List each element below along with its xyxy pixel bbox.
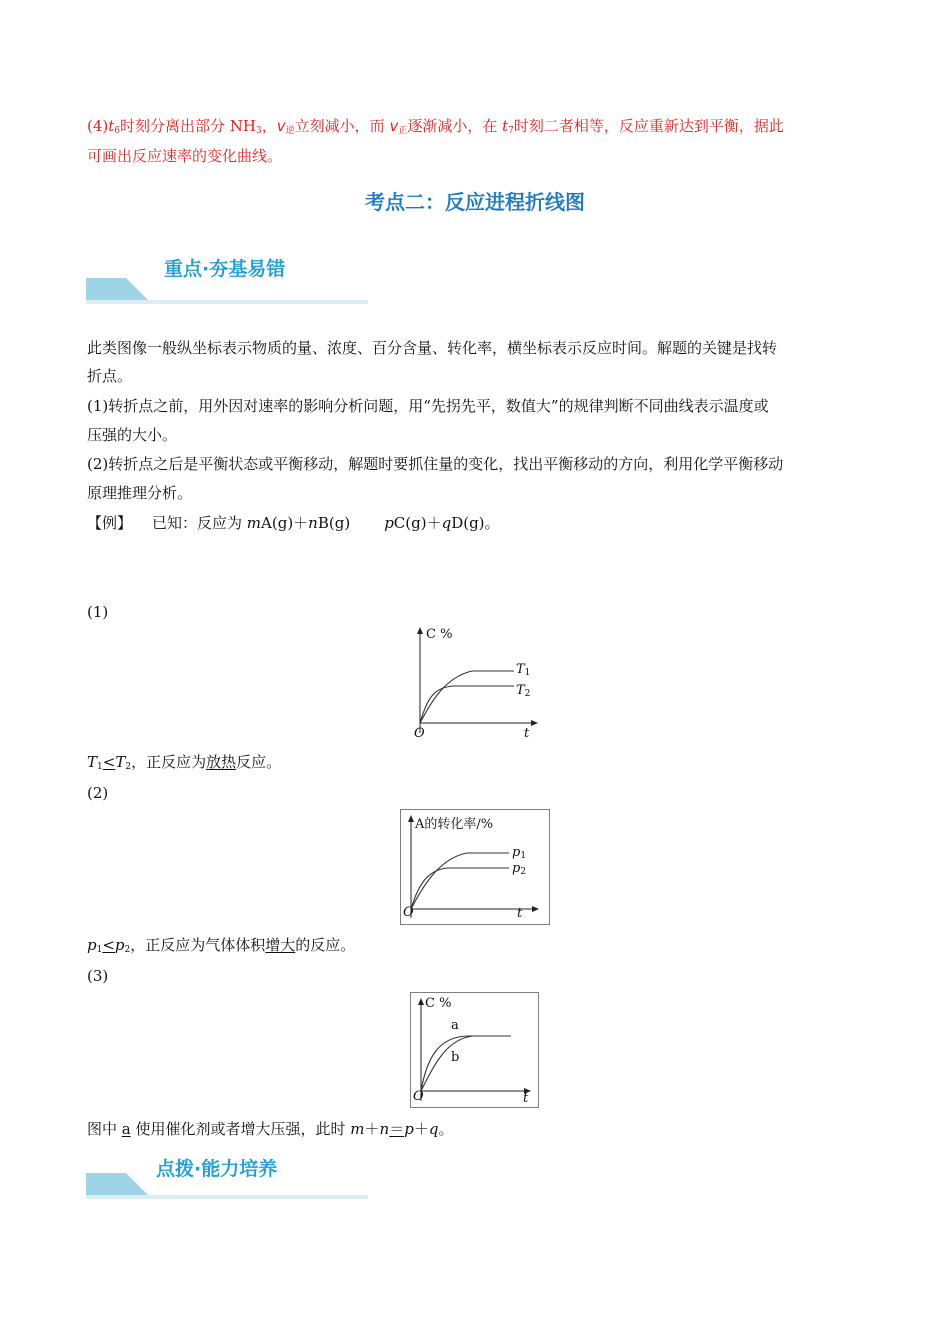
curve-p2 (411, 868, 509, 909)
answer-2-fill: 增大 (265, 936, 296, 954)
question-1-number: (1) (87, 603, 109, 621)
graph-1-origin: O (414, 726, 425, 741)
paragraph-1b: 折点。 (87, 367, 133, 385)
intro-line-2: 可画出反应速率的变化曲线。 (87, 147, 283, 165)
graph-3-ylabel: C % (425, 996, 452, 1011)
graph-1 (410, 625, 540, 743)
graph-2-curve2-label: $p_2$ (512, 861, 527, 877)
graph-3-xlabel: t (523, 1091, 529, 1106)
example-tag: 【例】 (87, 514, 133, 532)
graph-2-origin: O (403, 905, 414, 920)
answer-1-fill: 放热 (206, 753, 237, 771)
section-title-1: 重点·夯基易错 (164, 258, 286, 280)
graph-1-curve2-label: $T_2$ (516, 683, 531, 699)
graph-2-curve1-label: $p_1$ (512, 845, 527, 861)
section-banner-1 (86, 250, 368, 306)
graph-2-ylabel: A的转化率/% (415, 817, 494, 832)
graph-3-curve2-label: b (451, 1050, 460, 1065)
main-heading: 考点二：反应进程折线图 (365, 190, 585, 214)
curve-p1 (411, 853, 509, 909)
graph-3 (410, 992, 539, 1108)
paragraph-3a: (2)转折点之后是平衡状态或平衡移动，解题时要抓住量的变化，找出平衡移动的方向，利用化学平衡移动 (87, 455, 784, 473)
answer-3: 图中 a 使用催化剂或者增大压强，此时 m＋n＝p＋q。 (87, 1120, 454, 1138)
paragraph-3b: 原理推理分析。 (87, 484, 193, 502)
example-line: 【例】 已知：反应为 mA(g)＋nB(g) pC(g)＋qD(g)。 (87, 514, 500, 532)
question-3-number: (3) (87, 967, 109, 985)
graph-3-origin: O (413, 1089, 424, 1104)
intro-line-1: $(4)t_6$时刻分离出部分 $NH_3$，$v_逆$立刻减小，而 $v_正$逐渐减小，在 $t_7$时刻二者相等，反应重新达到平衡，据此 (87, 117, 784, 136)
answer-1: $T_1<T_2$，正反应为放热反应。 (87, 753, 282, 772)
graph-1-ylabel: C % (426, 627, 453, 642)
paragraph-2b: 压强的大小。 (87, 426, 178, 444)
curve-t2 (420, 686, 514, 723)
paragraph-1a: 此类图像一般纵坐标表示物质的量、浓度、百分含量、转化率，横坐标表示反应时间。解题的关键是找转 (87, 339, 778, 357)
curve-t1 (420, 671, 514, 723)
graph-2 (400, 809, 550, 925)
graph-2-xlabel: t (517, 906, 523, 921)
graph-1-curve1-label: $T_1$ (516, 662, 531, 678)
answer-2: $p_1<p_2$，正反应为气体体积增大的反应。 (87, 936, 356, 955)
section-title-2: 点拨·能力培养 (156, 1158, 278, 1180)
curve-a (421, 1036, 511, 1091)
graph-1-xlabel: t (524, 726, 530, 741)
answer-3-fill: a (121, 1120, 131, 1138)
paragraph-2a: (1)转折点之前，用外因对速率的影响分析问题，用“先拐先平，数值大”的规律判断不同曲线表示温度或 (87, 397, 769, 415)
graph-3-curve1-label: a (451, 1018, 459, 1033)
section-banner-2 (86, 1145, 368, 1201)
question-2-number: (2) (87, 784, 109, 802)
